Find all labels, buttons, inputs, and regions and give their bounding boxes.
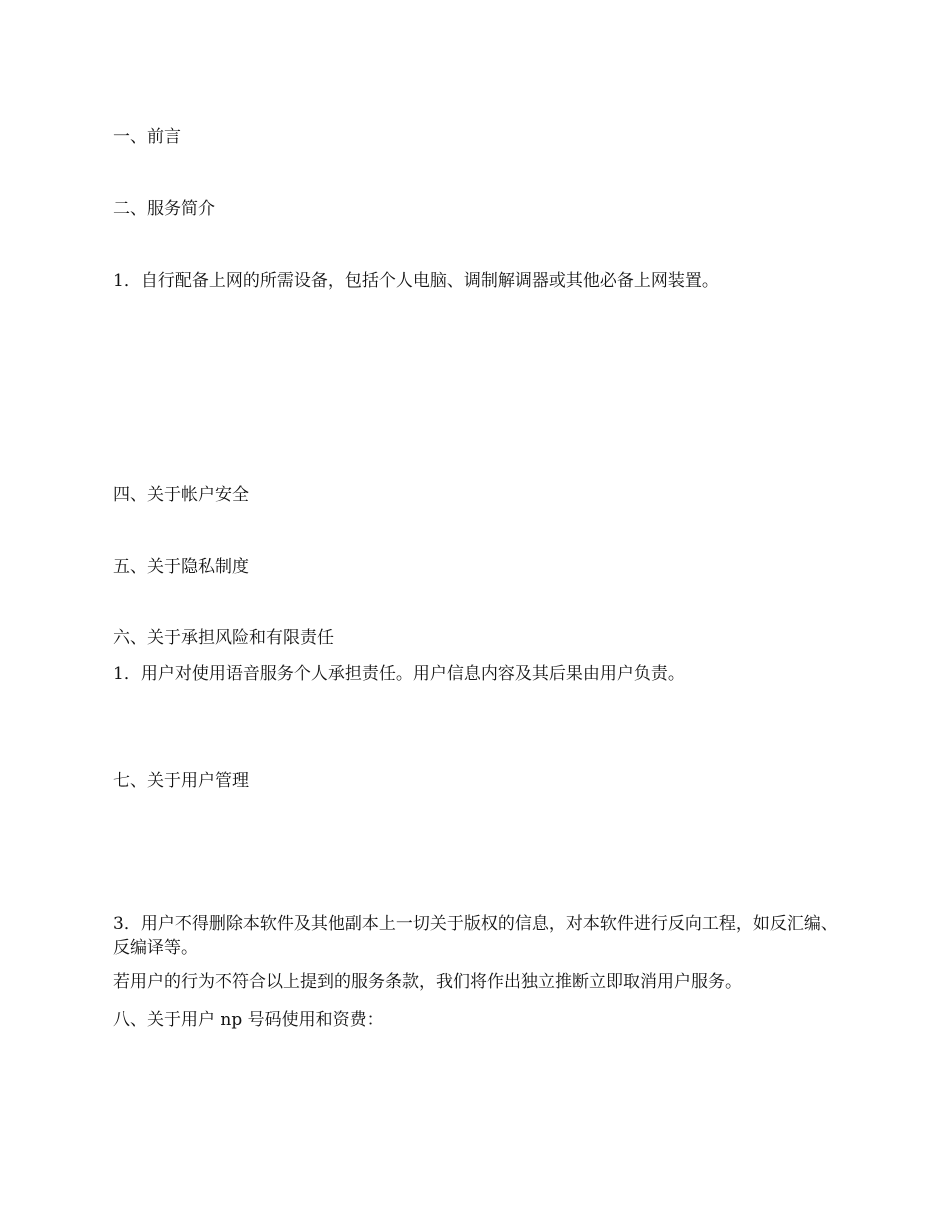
section-heading-user-management: 七、关于用户管理 xyxy=(113,771,249,791)
section-heading-np-number-fees: 八、关于用户 np 号码使用和资费： xyxy=(113,1010,384,1030)
paragraph-service-termination: 若用户的行为不符合以上提到的服务条款，我们将作出独立推断立即取消用户服务。 xyxy=(113,972,742,992)
list-item-equipment: 1．自行配备上网的所需设备，包括个人电脑、调制解调器或其他必备上网装置。 xyxy=(113,271,719,291)
section-heading-preface: 一、前言 xyxy=(113,127,181,147)
list-item-copyright: 3．用户不得删除本软件及其他副本上一切关于版权的信息，对本软件进行反向工程，如反汇编、反编译等。 xyxy=(113,914,838,958)
list-item-user-responsibility: 1．用户对使用语音服务个人承担责任。用户信息内容及其后果由用户负责。 xyxy=(113,664,685,684)
section-heading-risk-liability: 六、关于承担风险和有限责任 xyxy=(113,628,334,648)
section-heading-privacy: 五、关于隐私制度 xyxy=(113,557,249,577)
section-heading-account-security: 四、关于帐户安全 xyxy=(113,485,249,505)
section-heading-service-intro: 二、服务简介 xyxy=(113,199,215,219)
